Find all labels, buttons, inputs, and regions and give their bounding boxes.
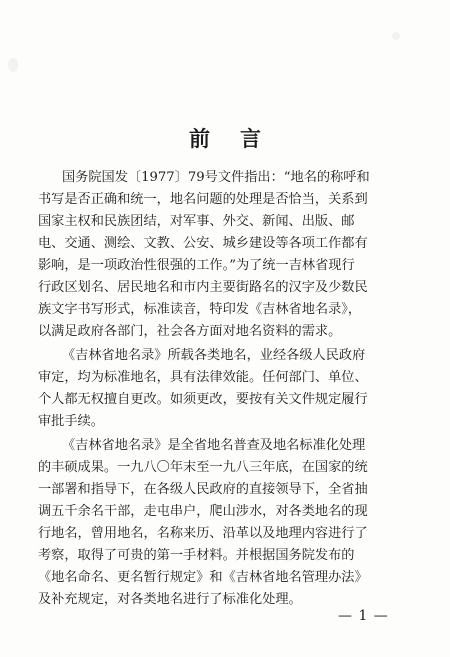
paper-stain — [8, 58, 18, 72]
text-line: 《地名命名、更名暂行规定》和《吉林省地名管理办法》 — [38, 570, 368, 585]
text-line: 电、交通、测绘、文教、公安、城乡建设等各项工作都有 — [38, 236, 368, 251]
text-line: 书写是否正确和统一，地名问题的处理是否恰当，关系到 — [38, 192, 368, 207]
text-line: 族文字书写形式，标准读音，特印发《吉林省地名录》， — [38, 302, 362, 317]
text-line: 一部署和指导下，在各级人民政府的直接领导下，全省抽 — [38, 482, 368, 497]
text-line: 《吉林省地名录》是全省地名普查及地名标准化处理 — [62, 438, 366, 453]
paper-stain — [392, 32, 400, 40]
text-line: 调五千余名干部，走屯串户，爬山涉水，对各类地名的现 — [38, 504, 368, 519]
text-line: 审批手续。 — [38, 414, 104, 429]
text-line: 国务院国发〔1977〕79号文件指出：“地名的称呼和 — [62, 170, 370, 185]
page-title: 前言 — [189, 126, 291, 151]
text-line: 国家主权和民族团结，对军事、外交、新闻、出版、邮 — [38, 214, 355, 229]
text-line: 以满足政府各部门，社会各方面对地名资料的需求。 — [38, 324, 342, 339]
text-line: 考察，取得了可贵的第一手材料。并根据国务院发布的 — [38, 548, 355, 563]
text-line: 审定，均为标准地名，具有法律效能。任何部门、单位、 — [38, 370, 368, 385]
text-line: 个人都无权擅自更改。如须更改，要按有关文件规定履行 — [38, 392, 368, 407]
text-line: 及补充规定，对各类地名进行了标准化处理。 — [38, 592, 302, 607]
text-line: 行地名，曾用地名，名称来历、沿革以及地理内容进行了 — [38, 526, 368, 541]
text-line: 的丰硕成果。一九八〇年末至一九八三年底，在国家的统 — [38, 460, 368, 475]
text-line: 行政区划名、居民地名和市内主要街路名的汉字及少数民 — [38, 280, 368, 295]
page-number: — 1 — — [338, 608, 389, 624]
text-line: 影响，是一项政治性很强的工作。”为了统一吉林省现行 — [38, 258, 355, 273]
text-line: 《吉林省地名录》所载各类地名，业经各级人民政府 — [62, 348, 366, 363]
